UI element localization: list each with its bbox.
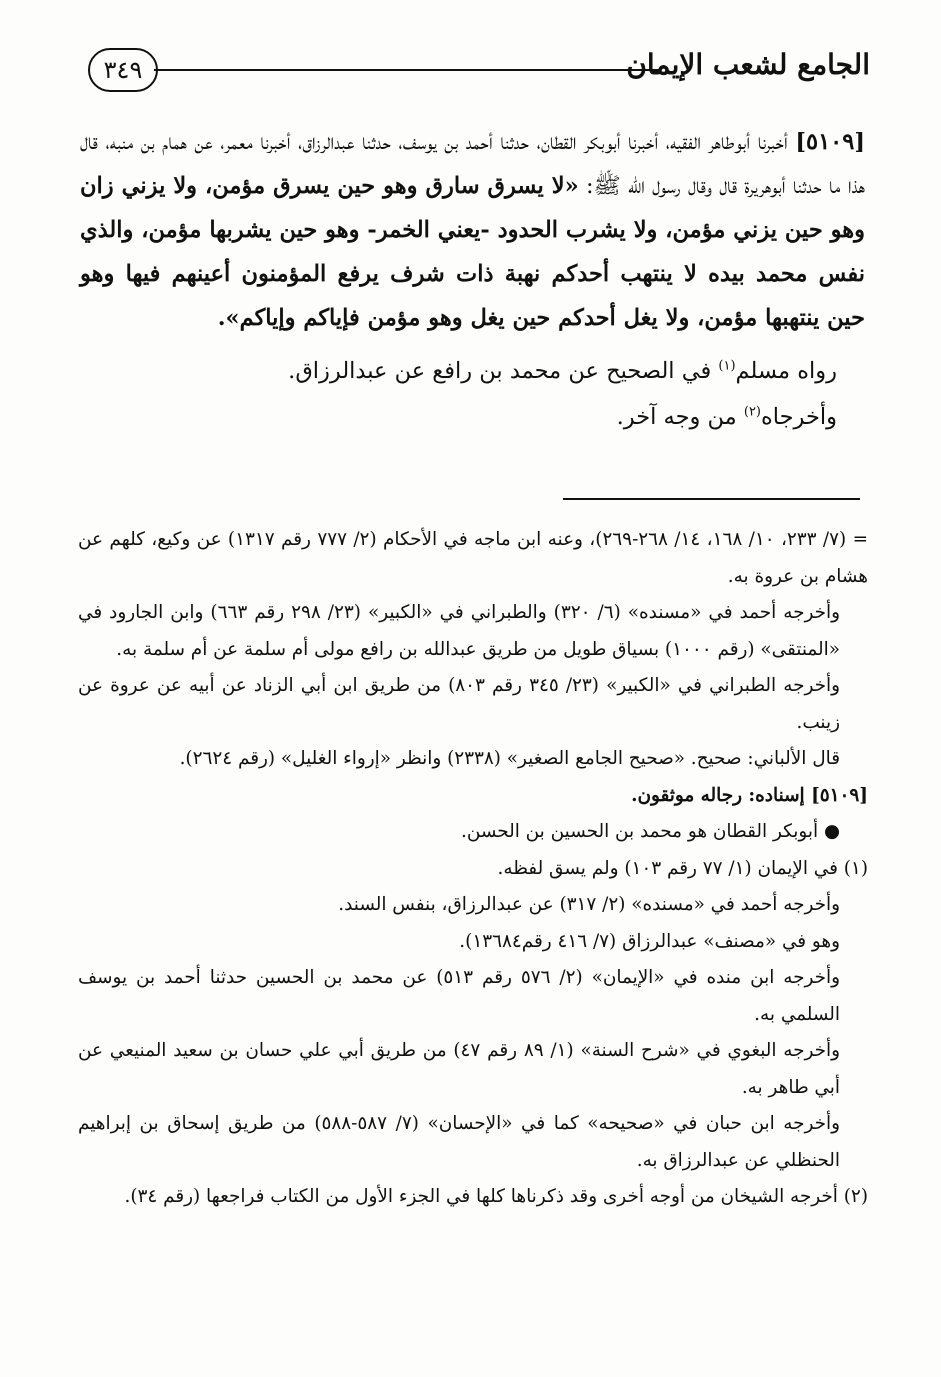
source1-text-a: رواه مسلم (735, 358, 837, 384)
page-number: ٣٤٩ (88, 48, 158, 92)
footnote-line: وأخرجه أحمد في «مسنده» (٢/ ٣١٧) عن عبدالرزاق، بنفس السند. (338, 894, 840, 915)
takhrij-number: [٥١٠٩] (811, 784, 868, 806)
source-line-2 (80, 394, 865, 440)
main-text (80, 120, 865, 440)
footnote-line: وأخرجه الطبراني في «الكبير» (٢٣/ ٣٤٥ رقم ٨٠٣) من طريق ابن أبي الزناد عن أبيه عن عروة عن زينب. (78, 675, 840, 733)
page-header (88, 42, 870, 100)
footnote-line: وهو في «مصنف» عبدالرزاق (٧/ ٤١٦ رقم١٣٦٨٤). (459, 930, 840, 952)
footnote-line: وأخرجه البغوي في «شرح السنة» (١/ ٨٩ رقم ٤٧) من طريق أبي علي حسان بن سعيد المنيعي عن أبي طاهر به. (78, 1040, 840, 1098)
footnote-ref-2: (٢) (743, 404, 761, 420)
footnote-line: وأخرجه ابن منده في «الإيمان» (٢/ ٥٧٦ رقم ٥١٣) عن محمد بن الحسين حدثنا أحمد بن يوسف السلمي به. (78, 967, 840, 1025)
footnote-line: وأخرجه أحمد في «مسنده» (٦/ ٣٢٠) والطبراني في «الكبير» (٢٣/ ٢٩٨ رقم ٦٦٣) وابن الجارود في «المنتقى» (رقم ١٠٠٠) بسياق طويل من طريق عبدالله بن رافع مولى أم سلمة عن أم سلمة به. (78, 602, 841, 660)
source2-text-b: من وجه آخر. (616, 404, 744, 430)
footnote-2: (٢) أخرجه الشيخان من أوجه أخرى وقد ذكرناها كلها في الجزء الأول من الكتاب فراجعها (رقم ٣٤). (124, 1186, 868, 1207)
takhrij-text: إسناده: رجاله موثقون. (631, 784, 812, 806)
hadith-matn: «لا يسرق سارق وهو حين يسرق مؤمن، ولا يزني زان وهو حين يزني مؤمن، ولا يشرب الحدود -يعني الخمر- وهو حين يشربها مؤمن، والذي نفس محمد بيده لا ينتهب أحدكم نهبة ذات شرف يرفع المؤمنون أعينهم فيها وهو حين ينتهبها مؤمن، ولا يغل أحدكم حين يغل وهو مؤمن فإياكم وإياكم». (80, 173, 866, 331)
footnote-line: وأخرجه ابن حبان في «صحيحه» كما في «الإحسان» (٧/ ٥٨٧-٥٨٨) من طريق إسحاق بن إبراهيم الحنظلي عن عبدالرزاق به. (78, 1113, 840, 1171)
source1-text-b: في الصحيح عن محمد بن رافع عن عبدالرزاق. (288, 358, 719, 384)
running-title: الجامع لشعب الإيمان (626, 48, 870, 81)
footnote-line: قال الألباني: صحيح. «صحيح الجامع الصغير» (٢٣٣٨) وانظر «إرواء الغليل» (رقم ٢٦٢٤). (179, 748, 840, 769)
hadith-paragraph (80, 120, 865, 340)
hadith-number: [٥١٠٩] (795, 129, 865, 155)
footnotes (78, 522, 868, 1216)
takhrij-heading (78, 778, 868, 815)
footnote-1: (١) في الإيمان (١/ ٧٧ رقم ١٠٣) ولم يسق لفظه. (497, 857, 868, 879)
footnote-ref-1: (١) (718, 358, 736, 374)
source-line-1 (80, 348, 865, 394)
hadith-isnad: أخبرنا أبوطاهر الفقيه، أخبرنا أبوبكر القطان، حدثنا أحمد بن يوسف، حدثنا عبدالرزاق، أخبرنا معمر، عن همام بن منبه، قال هذا ما حدثنا أبوهريرة قال وقال رسول الله ﷺ: (80, 129, 865, 199)
footnote-separator (563, 498, 860, 500)
footnote-continuation: = (٧/ ٢٣٣، ١٠/ ١٦٨، ١٤/ ٢٦٨-٢٦٩)، وعنه ابن ماجه في الأحكام (٢/ ٧٧٧ رقم ١٣١٧) عن وكيع، كلهم عن هشام بن عروة به. (78, 529, 868, 587)
source2-text-a: وأخرجاه (761, 404, 837, 430)
footnote-line: ● أبوبكر القطان هو محمد بن الحسين بن الحسن. (461, 821, 840, 842)
header-rule (154, 69, 660, 71)
